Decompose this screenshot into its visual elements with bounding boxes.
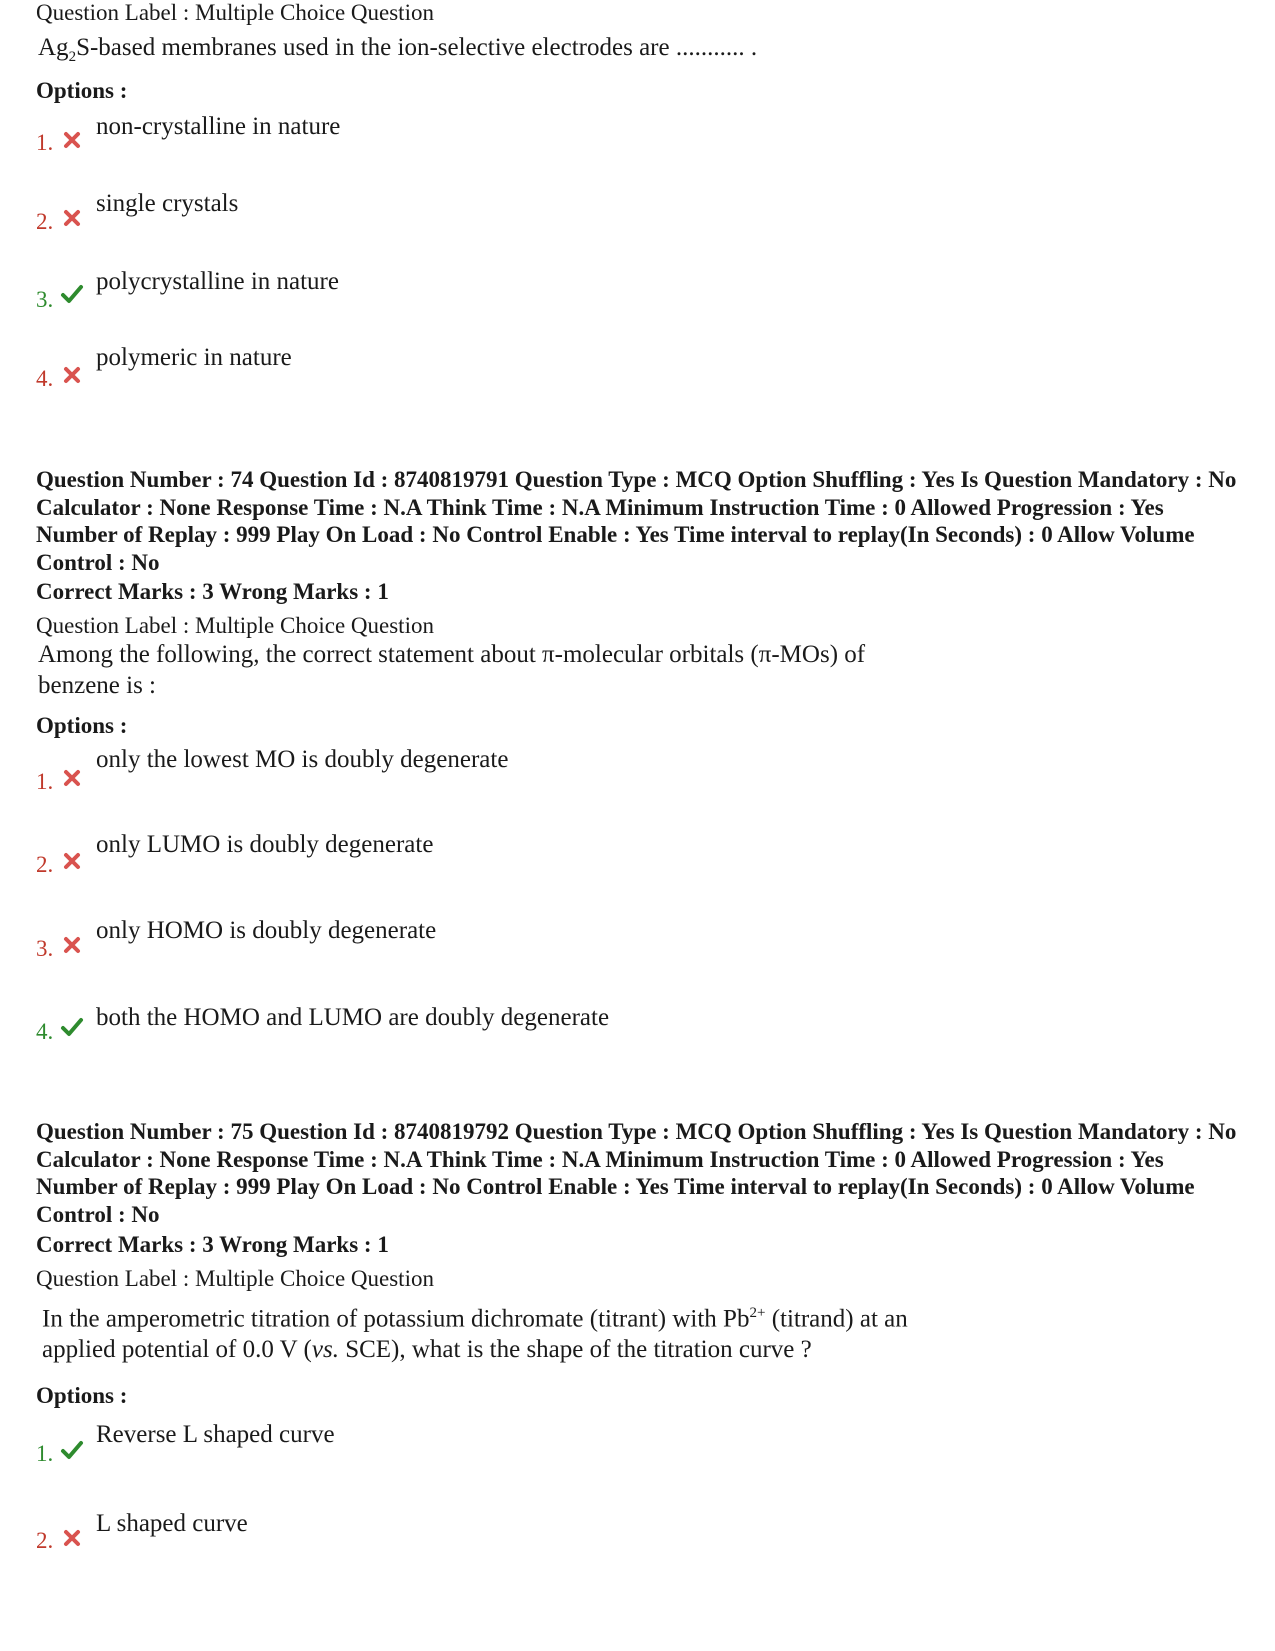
question-text: benzene is :	[38, 672, 157, 699]
option-text: both the HOMO and LUMO are doubly degenerate	[96, 1004, 610, 1031]
cross-icon	[60, 1526, 84, 1550]
cross-icon	[60, 128, 84, 152]
question-marks: Correct Marks : 3 Wrong Marks : 1	[36, 579, 389, 604]
question-text: Among the following, the correct statement about π-molecular orbitals (π-MOs) of	[38, 641, 866, 668]
option-number: 4.	[36, 366, 54, 391]
question-text: applied potential of 0.0 V (vs. SCE), what is the shape of the titration curve ?	[42, 1336, 812, 1363]
options-heading: Options :	[36, 1383, 128, 1408]
option-number: 3.	[36, 936, 54, 961]
option-number: 3.	[36, 287, 54, 312]
cross-icon	[60, 206, 84, 230]
question-text: $Ag_2S$-based membranes used in the ion-selective electrodes are ........... .	[38, 34, 758, 65]
option-number: 1.	[36, 769, 54, 794]
question-label: Question Label : Multiple Choice Question	[36, 0, 434, 25]
cross-icon	[60, 933, 84, 957]
option-text: polymeric in nature	[96, 344, 292, 371]
check-icon	[60, 1438, 84, 1462]
option-number: 2.	[36, 209, 54, 234]
question-meta: Question Number : 75 Question Id : 8740819792 Question Type : MCQ Option Shuffling : Yes Is Question Mandatory : No Calculator : None Response Time : N.A Think Time : N.A Minimum Instruction Time : 0 Allowed Progression : Yes Number of Replay : 999 Play On Load : No Control Enable : Yes Time interval to replay(In Seconds) : 0 Allow Volume Control : No	[36, 1119, 1237, 1227]
cross-icon	[60, 766, 84, 790]
option-number: 1.	[36, 130, 54, 155]
question-label: Question Label : Multiple Choice Question	[36, 613, 434, 638]
option-text: only the lowest MO is doubly degenerate	[96, 746, 509, 773]
option-text: single crystals	[96, 190, 239, 217]
check-icon	[60, 282, 84, 306]
question-marks: Correct Marks : 3 Wrong Marks : 1	[36, 1232, 389, 1257]
option-text: non-crystalline in nature	[96, 113, 341, 140]
option-text: Reverse L shaped curve	[96, 1421, 335, 1448]
option-text: L shaped curve	[96, 1510, 248, 1537]
question-label: Question Label : Multiple Choice Question	[36, 1266, 434, 1291]
option-text: polycrystalline in nature	[96, 268, 339, 295]
cross-icon	[60, 849, 84, 873]
question-meta: Question Number : 74 Question Id : 8740819791 Question Type : MCQ Option Shuffling : Yes Is Question Mandatory : No Calculator : None Response Time : N.A Think Time : N.A Minimum Instruction Time : 0 Allowed Progression : Yes Number of Replay : 999 Play On Load : No Control Enable : Yes Time interval to replay(In Seconds) : 0 Allow Volume Control : No	[36, 467, 1237, 575]
option-number: 2.	[36, 1528, 54, 1553]
option-number: 4.	[36, 1019, 54, 1044]
option-number: 2.	[36, 852, 54, 877]
options-heading: Options :	[36, 78, 128, 103]
option-number: 1.	[36, 1441, 54, 1466]
options-heading: Options :	[36, 713, 128, 738]
option-text: only HOMO is doubly degenerate	[96, 917, 437, 944]
check-icon	[60, 1015, 84, 1039]
question-text: In the amperometric titration of potassium dichromate (titrant) with $Pb^{2+}$ (titrand) at an	[42, 1305, 908, 1333]
cross-icon	[60, 363, 84, 387]
option-text: only LUMO is doubly degenerate	[96, 831, 434, 858]
